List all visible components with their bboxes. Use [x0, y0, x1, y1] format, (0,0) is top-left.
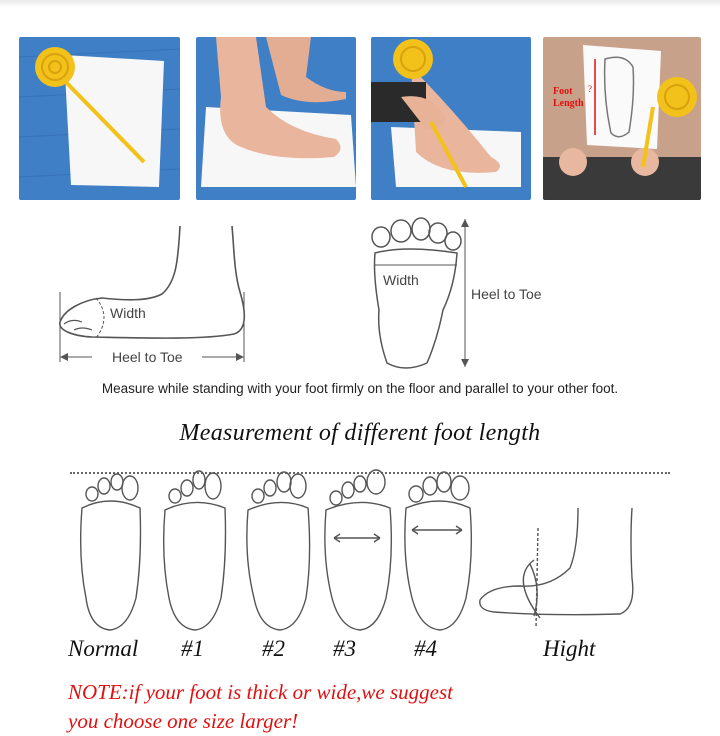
foot-outline-1: [164, 471, 226, 630]
photo-foot-length-label: Foot Length: [553, 86, 584, 109]
label-1: #1: [181, 636, 204, 661]
photo-tracing-foot: [371, 37, 531, 200]
foot-types-diagram: [70, 468, 670, 638]
photo-foot-on-paper: [196, 37, 356, 200]
measurement-title: Measurement of different foot length: [179, 420, 541, 446]
label-4: #4: [414, 636, 437, 661]
note-line-1: NOTE:if your foot is thick or wide,we suggest: [68, 680, 453, 704]
side-heel-to-toe-label: Heel to Toe: [112, 349, 183, 365]
photo-holding-tracing: [543, 37, 701, 200]
measure-instruction: Measure while standing with your foot firmly on the floor and parallel to your other foot.: [101, 381, 619, 396]
foot-outline-normal: [81, 474, 141, 630]
foot-outline-3: [325, 470, 391, 630]
photo-paper-and-pencil: [19, 37, 180, 200]
sole-foot-diagram: [365, 215, 565, 375]
foot-outline-height: [480, 508, 633, 628]
note-line-2: you choose one size larger!: [68, 709, 299, 733]
foot-outline-2: [247, 472, 310, 630]
side-foot-diagram: [52, 222, 262, 367]
note-text: [68, 678, 453, 736]
sole-heel-to-toe-label: Heel to Toe: [471, 286, 542, 302]
label-2: #2: [262, 636, 285, 661]
sole-width-label: Width: [383, 272, 419, 288]
side-width-label: Width: [110, 305, 146, 321]
svg-text:?: ?: [588, 84, 592, 94]
label-hight: Hight: [543, 636, 596, 661]
top-cut-banner: [0, 0, 720, 8]
foot-outline-4: [405, 472, 471, 630]
label-normal: Normal: [68, 636, 139, 661]
label-3: #3: [333, 636, 356, 661]
